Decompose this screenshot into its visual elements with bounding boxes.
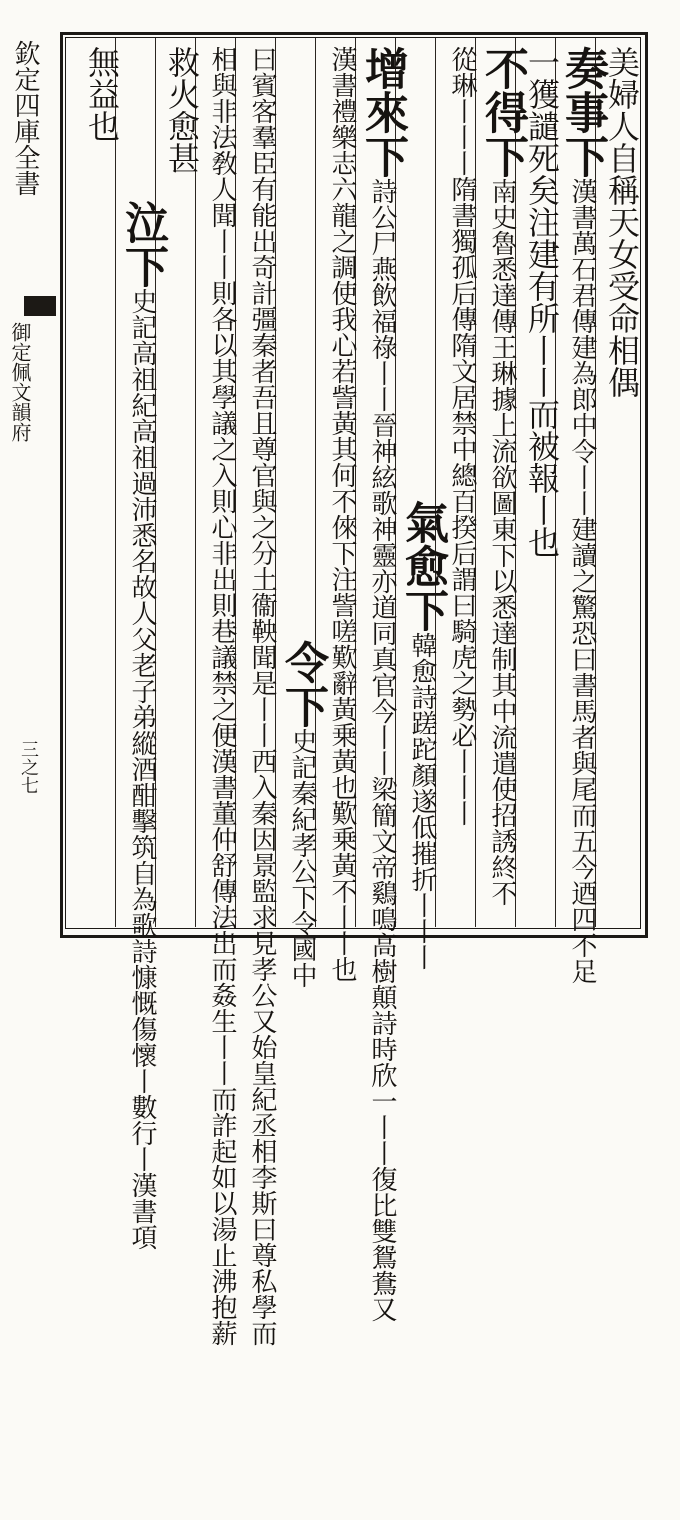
column-text: 從琳丨丨丨隋書獨孤后傳隋文居禁中總百揆后謂曰騎虎之勢必丨丨丨 — [447, 46, 477, 826]
entry-heading: 不得下 — [477, 46, 528, 178]
entry-heading: 增來下 — [357, 46, 408, 178]
column-text: 史記高祖紀高祖過沛悉名故人父老子弟縱酒酣擊筑自為歌詩慷慨傷懷丨數行丨漢書項 — [127, 288, 157, 1250]
column-text: 漢書萬石君傳建為郎中令丨丨建讀之驚恐曰書馬者與尾而五今迺四不足 — [567, 178, 597, 984]
text-column-8 — [320, 46, 364, 982]
column-text: 南史魯悉達傳王琳據上流欲圖東下以悉達制其中流遣使招誘終不 — [487, 178, 517, 906]
text-column-13 — [117, 200, 168, 1250]
column-text: 漢書禮樂志六龍之調使我心若訾黃其何不倈下注訾嗟歎辭黃乗黃也歎乗黃不丨丨也 — [327, 46, 357, 982]
entry-heading: 泣下 — [117, 200, 168, 288]
column-text: 美婦人自稱天女受命相偶 — [603, 46, 641, 398]
text-column-3 — [520, 46, 564, 926]
text-column-6 — [397, 500, 448, 1380]
text-column-10 — [240, 46, 284, 1346]
column-text: 詩公尸燕飲福祿丨丨晉神絃歌神靈亦道同真官今丨丨梁簡文帝鷄鳴高樹顛詩時欣一丨丨復比雙鴛鴦又 — [367, 178, 397, 1322]
book-title: 御定佩文韻府 — [8, 322, 32, 442]
text-column-1 — [600, 46, 644, 926]
text-column-11 — [200, 46, 244, 1346]
text-column-2 — [557, 46, 608, 984]
entry-heading: 氣愈下 — [397, 500, 448, 632]
column-text: 相與非法敎人聞丨丨則各以其學議之入則心非出則巷議禁之便漢書董仲舒傳法出而姦生丨丨而詐起如以湯止沸抱薪 — [207, 46, 237, 1346]
text-column-4 — [477, 46, 528, 926]
entry-heading: 令下 — [277, 640, 328, 728]
collection-title: 欽定四庫全書 — [10, 40, 40, 196]
entry-heading: 奏事下 — [557, 46, 608, 178]
text-column-7 — [357, 46, 408, 1322]
column-text: 韓愈詩蹉跎顏遂低摧折丨丨丨 — [407, 632, 437, 970]
column-text: 史記秦紀孝公下令國中 — [287, 728, 317, 988]
text-column-9 — [277, 640, 328, 1520]
column-text: 無益也 — [83, 46, 121, 142]
column-text: 一獲譴死矣注建有所丨丨而被報丨也 — [523, 46, 561, 558]
page-number: 三之七 — [18, 740, 39, 794]
text-column-5 — [440, 46, 484, 926]
text-column-14 — [80, 46, 124, 926]
column-text: 救火愈甚 — [163, 46, 201, 174]
fish-tail-mark — [24, 296, 56, 316]
text-column-12 — [160, 46, 204, 926]
column-text: 曰賓客羣臣有能出奇計彊秦者吾且尊官與之分土衞鞅聞是丨丨西入秦因景監求見孝公又始皇紀丞相李斯曰尊私學而 — [247, 46, 277, 1346]
